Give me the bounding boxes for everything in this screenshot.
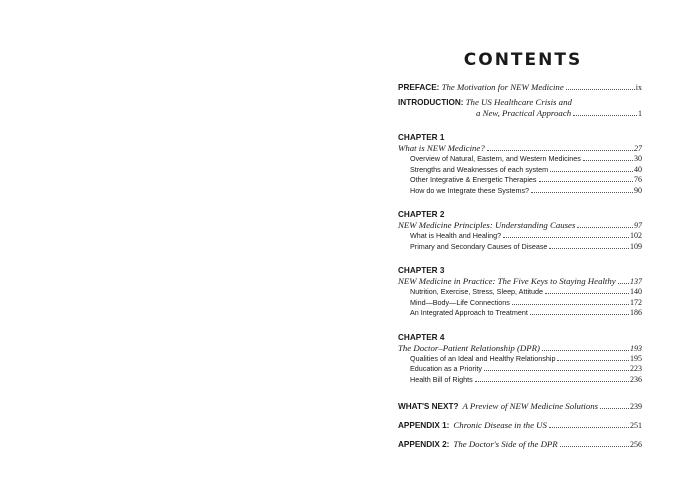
toc-entry-appendix-2: [398, 437, 642, 450]
section-title: An Integrated Approach to Treatment: [410, 308, 528, 317]
entry-label: APPENDIX 2:: [398, 440, 450, 449]
dot-leader: [530, 314, 629, 315]
page-number: 102: [630, 231, 642, 240]
chapter-title: What is NEW Medicine?: [398, 143, 485, 153]
page-number: 140: [630, 287, 642, 296]
chapter-title-row: [398, 343, 642, 354]
section-entry: [398, 364, 642, 375]
section-title: How do we Integrate these Systems?: [410, 185, 530, 195]
page-number: 193: [630, 343, 642, 353]
section-title: Mind—Body—Life Connections: [410, 297, 510, 307]
dot-leader: [542, 350, 629, 351]
section-entry: [398, 375, 642, 386]
page-number: ix: [635, 83, 642, 92]
page-number: 195: [630, 353, 642, 363]
dot-leader: [566, 89, 635, 90]
page-number: 27: [634, 144, 642, 153]
chapter-title-row: [398, 276, 642, 287]
chapter-title-row: [398, 220, 642, 231]
dot-leader: [475, 381, 629, 382]
chapter-title: NEW Medicine in Practice: The Five Keys to Staying Healthy: [398, 276, 616, 286]
dot-leader: [487, 150, 633, 151]
page-number: 97: [634, 221, 642, 230]
chapter-block: [398, 133, 642, 196]
section-title: Education as a Priority: [410, 364, 482, 373]
page-number: 90: [634, 185, 642, 195]
page-number: 109: [630, 241, 642, 251]
page-number: 223: [630, 364, 642, 373]
dot-leader: [577, 227, 633, 228]
chapter-title: NEW Medicine Principles: Understanding Causes: [398, 220, 576, 230]
dot-leader: [549, 427, 629, 428]
page-number: 172: [630, 297, 642, 307]
section-title: Nutrition, Exercise, Stress, Sleep, Attitude: [410, 287, 544, 296]
entry-title: Chronic Disease in the US: [453, 420, 547, 430]
chapter-block: [398, 266, 642, 319]
page-number: 186: [630, 308, 642, 317]
dot-leader: [545, 293, 629, 294]
dot-leader: [600, 408, 629, 409]
table-of-contents: [398, 50, 642, 450]
page-title: CONTENTS: [463, 50, 583, 70]
chapter-title: The Doctor–Patient Relationship (DPR): [398, 342, 540, 353]
dot-leader: [549, 248, 629, 249]
entry-title-line2: a New, Practical Approach: [476, 108, 572, 118]
section-title: Qualities of an Ideal and Healthy Relationship: [410, 353, 556, 363]
entry-label: PREFACE:: [398, 83, 440, 92]
dot-leader: [550, 171, 633, 172]
dot-leader: [557, 360, 629, 361]
chapter-number: CHAPTER 3: [398, 266, 445, 275]
section-entry: [398, 287, 642, 298]
entry-title: A Preview of NEW Medicine Solutions: [462, 401, 599, 411]
page-number: 239: [630, 402, 642, 411]
dot-leader: [512, 304, 629, 305]
section-title: What is Health and Healing?: [410, 231, 502, 240]
toc-entry-introduction: [398, 97, 642, 119]
entry-label: APPENDIX 1:: [398, 421, 450, 430]
chapter-block: [398, 210, 642, 252]
section-title: Other Integrative & Energetic Therapies: [410, 175, 537, 184]
section-entry: [398, 242, 642, 253]
entry-label: WHAT'S NEXT?: [398, 402, 459, 411]
chapter-title-row: [398, 143, 642, 154]
chapter-number: CHAPTER 2: [398, 210, 445, 219]
entry-label: INTRODUCTION:: [398, 98, 464, 107]
dot-leader: [618, 283, 629, 284]
section-title: Strengths and Weaknesses of each system: [410, 164, 549, 174]
dot-leader: [539, 181, 633, 182]
chapter-block: [398, 333, 642, 386]
toc-entry-preface: [398, 82, 642, 93]
section-entry: [398, 165, 642, 176]
dot-leader: [583, 160, 633, 161]
toc-entry-appendix-1: [398, 418, 642, 431]
page-number: 1: [638, 109, 642, 118]
section-entry: [398, 308, 642, 319]
section-title: Health Bill of Rights: [410, 374, 473, 384]
page-number: 76: [634, 175, 642, 184]
page-number: 137: [630, 277, 642, 286]
dot-leader: [503, 237, 629, 238]
section-title: Overview of Natural, Eastern, and Western Medicines: [410, 154, 581, 163]
dot-leader: [560, 446, 629, 447]
entry-title-line1: The US Healthcare Crisis and: [465, 97, 572, 107]
section-entry: [398, 175, 642, 186]
section-entry: [398, 154, 642, 165]
toc-entry-whats-next: [398, 399, 642, 412]
chapter-number: CHAPTER 1: [398, 133, 445, 142]
dot-leader: [531, 192, 633, 193]
page-number: 30: [634, 154, 642, 163]
section-entry: [398, 231, 642, 242]
section-entry: [398, 186, 642, 197]
page-number: 256: [630, 440, 642, 449]
entry-title: The Doctor's Side of the DPR: [453, 439, 558, 449]
page-number: 236: [630, 374, 642, 384]
section-entry: [398, 354, 642, 365]
section-title: Primary and Secondary Causes of Disease: [410, 241, 548, 251]
dot-leader: [573, 115, 637, 116]
section-entry: [398, 298, 642, 309]
dot-leader: [484, 370, 629, 371]
page-number: 40: [634, 164, 642, 174]
page-number: 251: [630, 421, 642, 430]
entry-title: The Motivation for NEW Medicine: [441, 82, 564, 92]
chapter-number: CHAPTER 4: [398, 332, 445, 342]
